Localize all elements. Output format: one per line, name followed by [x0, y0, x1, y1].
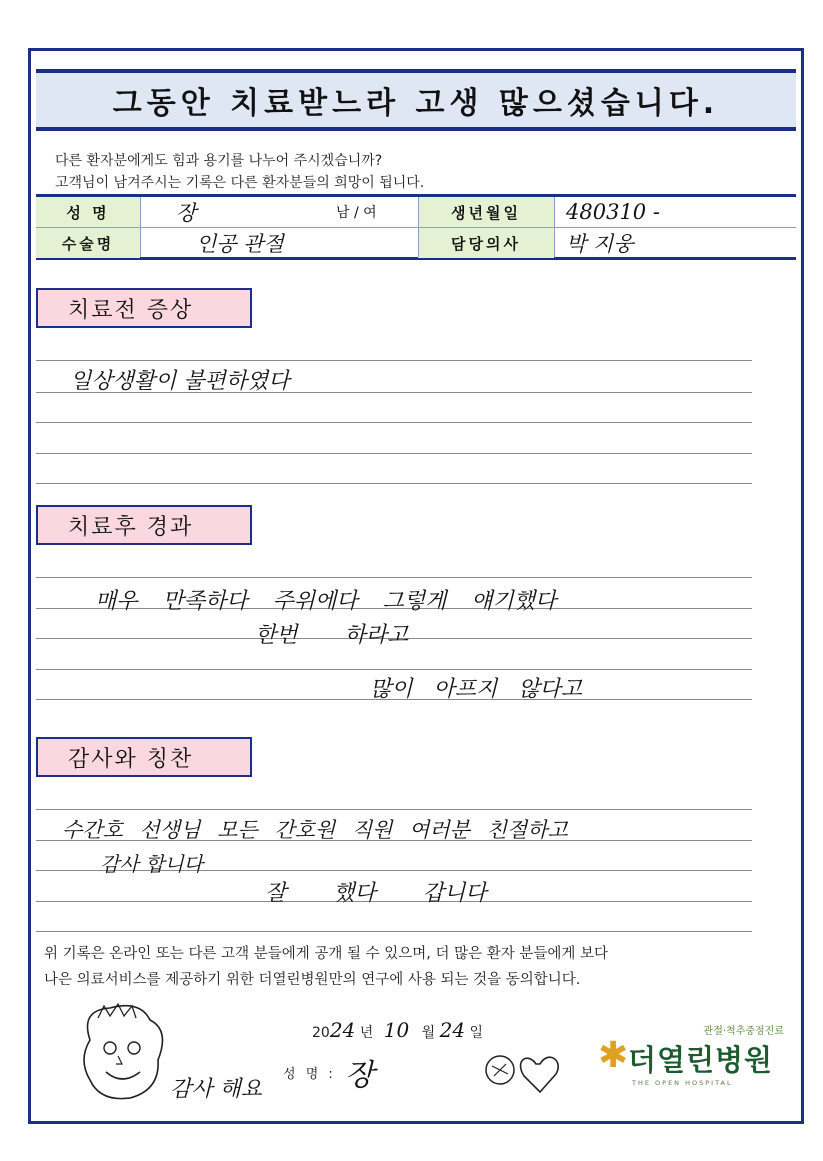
- doodle-caption: 감사 해요: [170, 1077, 263, 1102]
- before-handwriting-line-1[interactable]: 일상생활이 불편하였다: [70, 369, 290, 394]
- consent-line-2: 나은 의료서비스를 제공하기 위한 더열린병원만의 연구에 사용 되는 것을 동의합니다.: [44, 972, 581, 988]
- surgery-label: 수술명: [36, 228, 140, 258]
- doctor-value[interactable]: 박 지웅: [566, 232, 634, 256]
- birth-label: 생년월일: [418, 197, 554, 227]
- thanks-handwriting-line-3[interactable]: 잘 했다 갑니다: [265, 881, 487, 906]
- date-month-unit: 월: [421, 1025, 436, 1041]
- ruled-line: [36, 669, 752, 670]
- hospital-english-name: THE OPEN HOSPITAL: [632, 1079, 733, 1087]
- ruled-line: [36, 931, 752, 932]
- section-heading-before: 치료전 증상: [36, 288, 252, 328]
- form-title: 그동안 치료받느라 고생 많으셨습니다.: [112, 86, 720, 121]
- section-heading-thanks: 감사와 칭찬: [36, 737, 252, 777]
- ruled-line: [36, 809, 752, 810]
- ruled-line: [36, 360, 752, 361]
- after-handwriting-line-2[interactable]: 한번 하라고: [255, 623, 409, 648]
- date-year-unit: 년: [359, 1025, 374, 1041]
- signature-stamp-doodle: [478, 1048, 578, 1098]
- date-day-value[interactable]: 24: [439, 1018, 466, 1042]
- birth-value[interactable]: 480310 -: [566, 200, 660, 224]
- doctor-label: 담당의사: [418, 228, 554, 258]
- thanks-handwriting-line-1[interactable]: 수간호 선생님 모든 간호원 직원 여러분 친절하고: [62, 818, 568, 842]
- signature-label: 성 명 :: [283, 1067, 336, 1082]
- ruled-line: [36, 422, 752, 423]
- surgery-value[interactable]: 인공 관절: [196, 232, 284, 256]
- intro-line-2: 고객님이 남겨주시는 기록은 다른 환자분들의 희망이 됩니다.: [55, 175, 425, 191]
- name-label: 성 명: [36, 197, 140, 227]
- ruled-line: [36, 453, 752, 454]
- date-row: [312, 1018, 483, 1042]
- form-title-banner: [36, 69, 796, 131]
- patient-info-table: [36, 194, 796, 260]
- leaf-icon: ✱: [598, 1035, 629, 1076]
- hospital-name: 더열린병원: [628, 1043, 774, 1077]
- table-divider: [140, 197, 141, 257]
- name-value[interactable]: 장: [176, 201, 197, 225]
- date-year-value[interactable]: 24: [329, 1018, 356, 1042]
- face-doodle-icon: [70, 1000, 180, 1110]
- hospital-logo: [598, 1022, 788, 1100]
- consent-line-1: 위 기록은 온라인 또는 다른 고객 분들에게 공개 될 수 있으며, 더 많은 환자 분들에게 보다: [44, 946, 608, 962]
- ruled-line: [36, 577, 752, 578]
- section-heading-after: 치료후 경과: [36, 505, 252, 545]
- ruled-line: [36, 483, 752, 484]
- table-divider: [554, 197, 555, 257]
- thanks-handwriting-line-2[interactable]: 감사 합니다: [100, 852, 203, 876]
- after-handwriting-line-3[interactable]: 많이 아프지 않다고: [370, 677, 583, 702]
- table-divider: [418, 197, 419, 257]
- intro-line-1: 다른 환자분에게도 힘과 용기를 나누어 주시겠습니까?: [55, 153, 383, 169]
- gender-option[interactable]: 남 / 여: [336, 205, 377, 221]
- after-handwriting-line-1[interactable]: 매우 만족하다 주위에다 그렇게 얘기했다: [95, 589, 557, 614]
- hospital-subtitle: 관절·척추중점진료: [703, 1026, 784, 1037]
- date-month-value[interactable]: 10: [383, 1018, 410, 1042]
- date-year-prefix: 20: [312, 1025, 330, 1041]
- signature-value[interactable]: 장: [345, 1058, 374, 1093]
- date-day-unit: 일: [469, 1025, 484, 1041]
